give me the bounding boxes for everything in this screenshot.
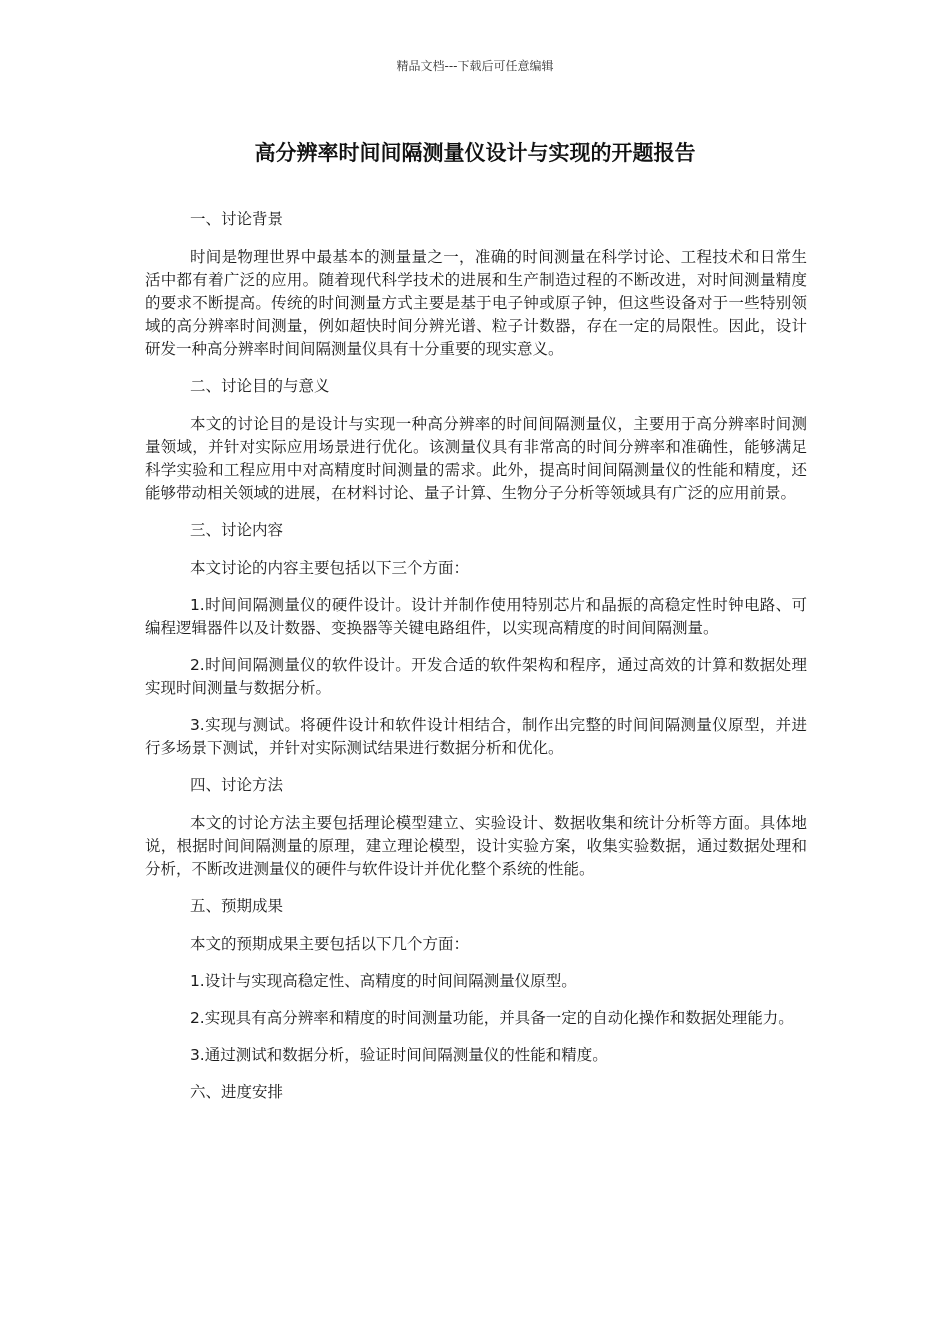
section-heading-schedule: 六、进度安排 (189, 1083, 283, 1101)
list-item-result-2: 2.实现具有高分辨率和精度的时间测量功能，并具备一定的自动化操作和数据处理能力。 (189, 1009, 794, 1027)
section-heading-method: 四、讨论方法 (189, 776, 283, 794)
list-item-software: 2.时间间隔测量仪的软件设计。开发合适的软件架构和程序，通过高效的计算和数据处理实现时间测量与数据分析。 (145, 656, 807, 697)
paragraph-purpose: 本文的讨论目的是设计与实现一种高分辨率的时间间隔测量仪，主要用于高分辨率时间测量领域，并针对实际应用场景进行优化。该测量仪具有非常高的时间分辨率和准确性，能够满足科学实验和工程应用中对高精度时间测量的需求。此外，提高时间间隔测量仪的性能和精度，还能够带动相关领域的进展，在材料讨论、量子计算、生物分子分析等领域具有广泛的应用前景。 (145, 415, 807, 502)
list-item-testing: 3.实现与测试。将硬件设计和软件设计相结合，制作出完整的时间间隔测量仪原型，并进行多场景下测试，并针对实际测试结果进行数据分析和优化。 (145, 716, 807, 757)
paragraph-method: 本文的讨论方法主要包括理论模型建立、实验设计、数据收集和统计分析等方面。具体地说，根据时间间隔测量的原理，建立理论模型，设计实验方案，收集实验数据，通过数据处理和分析，不断改进测量仪的硬件与软件设计并优化整个系统的性能。 (145, 814, 807, 878)
section-heading-purpose: 二、讨论目的与意义 (189, 377, 330, 395)
list-item-hardware: 1.时间间隔测量仪的硬件设计。设计并制作使用特别芯片和晶振的高稳定性时钟电路、可编程逻辑器件以及计数器、变换器等关键电路组件，以实现高精度的时间间隔测量。 (145, 596, 807, 637)
paragraph-background: 时间是物理世界中最基本的测量量之一，准确的时间测量在科学讨论、工程技术和日常生活中都有着广泛的应用。随着现代科学技术的进展和生产制造过程的不断改进，对时间测量精度的要求不断提高。传统的时间测量方式主要是基于电子钟或原子钟，但这些设备对于一些特别领域的高分辨率时间测量，例如超快时间分辨光谱、粒子计数器，存在一定的局限性。因此，设计研发一种高分辨率时间间隔测量仪具有十分重要的现实意义。 (145, 248, 807, 358)
section-heading-background: 一、讨论背景 (189, 210, 283, 228)
paragraph-results-intro: 本文的预期成果主要包括以下几个方面： (189, 935, 469, 953)
list-item-result-1: 1.设计与实现高稳定性、高精度的时间间隔测量仪原型。 (189, 972, 577, 990)
document-body (145, 208, 807, 1119)
paragraph-content-intro: 本文讨论的内容主要包括以下三个方面： (189, 559, 469, 577)
list-item-result-3: 3.通过测试和数据分析，验证时间间隔测量仪的性能和精度。 (189, 1046, 608, 1064)
section-heading-content: 三、讨论内容 (189, 521, 283, 539)
page-header: 精品文档---下载后可任意编辑 (396, 59, 554, 73)
section-heading-results: 五、预期成果 (189, 897, 283, 915)
document-title: 高分辨率时间间隔测量仪设计与实现的开题报告 (254, 141, 696, 165)
